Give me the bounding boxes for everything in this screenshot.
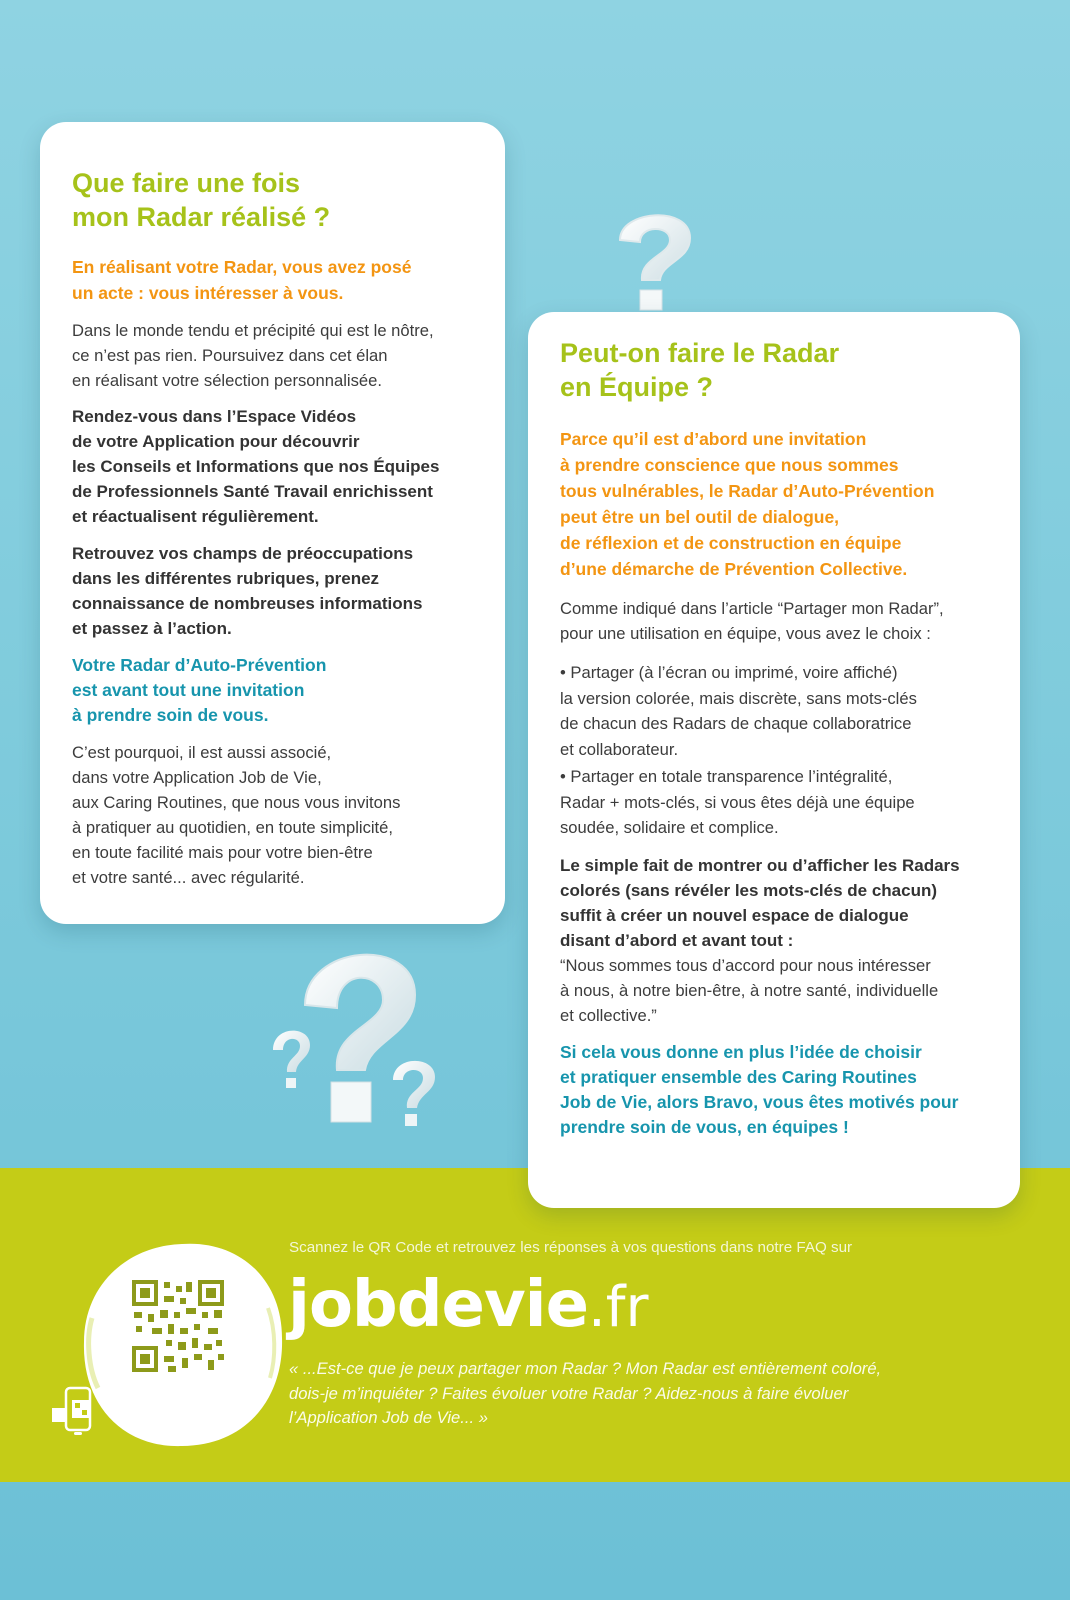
text-line: disant d’abord et avant tout : xyxy=(560,930,794,950)
text-line: de votre Application pour découvrir xyxy=(72,432,360,451)
text-line: soudée, solidaire et complice. xyxy=(560,818,779,837)
left-card-paragraph-4 xyxy=(72,740,475,890)
text-line: les Conseils et Informations que nos Équipes xyxy=(72,457,440,476)
text-line: et collaborateur. xyxy=(560,739,679,759)
text-line: et collective.” xyxy=(560,1005,657,1025)
text-line: Rendez-vous dans l’Espace Vidéos xyxy=(72,407,357,426)
text-line: la version colorée, mais discrète, sans mots-clés xyxy=(560,688,917,708)
text-line: Votre Radar d’Auto-Prévention xyxy=(72,655,327,675)
right-card-quote xyxy=(560,953,994,1028)
title-line: en Équipe ? xyxy=(560,372,714,402)
right-card-title xyxy=(560,336,994,404)
text-line: Job de Vie, alors Bravo, vous êtes motivés pour xyxy=(560,1091,959,1112)
text-line: Radar + mots-clés, si vous êtes déjà une équipe xyxy=(560,792,915,812)
site-tld: .fr xyxy=(588,1275,649,1340)
text-line: • Partager en totale transparence l’intégralité, xyxy=(560,767,893,786)
text-line: dans les différentes rubriques, prenez xyxy=(72,569,380,588)
site-name: jobdevie xyxy=(288,1268,588,1342)
title-line: Peut-on faire le Radar xyxy=(560,338,840,368)
right-card-bullet-1 xyxy=(560,660,994,762)
title-line: Que faire une fois xyxy=(72,168,301,198)
text-line: dois-je m’inquiéter ? Faites évoluer votre Radar ? Aidez-nous à faire évoluer xyxy=(289,1383,849,1403)
left-card-title xyxy=(72,166,475,234)
text-line: prendre soin de vous, en équipes ! xyxy=(560,1116,849,1137)
text-line: • Partager (à l’écran ou imprimé, voire affiché) xyxy=(560,663,898,682)
text-line: d’une démarche de Prévention Collective. xyxy=(560,559,908,579)
text-line: suffit à créer un nouvel espace de dialogue xyxy=(560,905,909,925)
text-line: est avant tout une invitation xyxy=(72,680,305,700)
text-line: Retrouvez vos champs de préoccupations xyxy=(72,544,414,563)
text-line: et passez à l’action. xyxy=(72,619,232,638)
text-line: en réalisant votre sélection personnalisée. xyxy=(72,371,382,390)
title-line: mon Radar réalisé ? xyxy=(72,202,331,232)
left-card-paragraph-3 xyxy=(72,541,475,641)
text-line: peut être un bel outil de dialogue, xyxy=(560,507,840,527)
question-mark-icon xyxy=(600,200,710,320)
left-card-paragraph-2 xyxy=(72,404,475,529)
question-mark-icon xyxy=(265,930,455,1140)
right-card-bullet-2 xyxy=(560,764,994,841)
text-line: aux Caring Routines, que nous vous invitons xyxy=(72,793,401,812)
text-line: Comme indiqué dans l’article “Partager mon Radar”, xyxy=(560,599,944,618)
card-right xyxy=(528,312,1020,1208)
text-line: et votre santé... avec régularité. xyxy=(72,868,305,887)
phone-qr-icon xyxy=(50,1386,106,1446)
text-line: en toute facilité mais pour votre bien-être xyxy=(72,843,373,862)
text-line: C’est pourquoi, il est aussi associé, xyxy=(72,743,332,762)
text-line: “Nous sommes tous d’accord pour nous intéresser xyxy=(560,955,931,975)
text-line: colorés (sans révéler les mots-clés de chacun) xyxy=(560,880,938,900)
text-line: à nous, à notre bien-être, à notre santé, individuelle xyxy=(560,980,939,1000)
text-line: connaissance de nombreuses informations xyxy=(72,594,423,613)
text-line: tous vulnérables, le Radar d’Auto-Prévention xyxy=(560,481,935,501)
right-card-highlight xyxy=(560,1040,994,1140)
right-card-lead xyxy=(560,426,994,582)
text-line: Le simple fait de montrer ou d’afficher les Radars xyxy=(560,855,960,875)
text-line: et réactualisent régulièrement. xyxy=(72,507,319,526)
text-line: Si cela vous donne en plus l’idée de choisir xyxy=(560,1041,922,1062)
left-card-paragraph-1 xyxy=(72,318,475,393)
text-line: à prendre soin de vous. xyxy=(72,705,269,725)
text-line: l’Application Job de Vie... » xyxy=(289,1408,488,1427)
text-line: à prendre conscience que nous sommes xyxy=(560,455,899,475)
text-line: à pratiquer au quotidien, en toute simplicité, xyxy=(72,818,394,837)
website-link[interactable] xyxy=(288,1270,649,1343)
qr-code-icon[interactable] xyxy=(130,1278,226,1374)
text-line: Dans le monde tendu et précipité qui est le nôtre, xyxy=(72,321,434,340)
card-left xyxy=(40,122,505,924)
text-line: un acte : vous intéresser à vous. xyxy=(72,283,344,303)
scan-instruction: Scannez le QR Code et retrouvez les réponses à vos questions dans notre FAQ sur xyxy=(289,1239,853,1256)
text-line: et pratiquer ensemble des Caring Routines xyxy=(560,1066,917,1087)
text-line: de réflexion et de construction en équipe xyxy=(560,533,902,553)
text-line: dans votre Application Job de Vie, xyxy=(72,768,322,787)
text-line: « ...Est-ce que je peux partager mon Radar ? Mon Radar est entièrement coloré, xyxy=(289,1359,882,1378)
text-line: ce n’est pas rien. Poursuivez dans cet élan xyxy=(72,346,388,365)
text-line: pour une utilisation en équipe, vous avez le choix : xyxy=(560,624,931,643)
faq-quote xyxy=(289,1357,1009,1431)
right-card-intro xyxy=(560,596,994,646)
left-card-lead xyxy=(72,254,475,306)
text-line: En réalisant votre Radar, vous avez posé xyxy=(72,257,412,277)
right-card-bold-paragraph xyxy=(560,853,994,953)
text-line: de chacun des Radars de chaque collaboratrice xyxy=(560,714,912,733)
text-line: Parce qu’il est d’abord une invitation xyxy=(560,429,867,449)
left-card-highlight xyxy=(72,653,475,728)
text-line: de Professionnels Santé Travail enrichissent xyxy=(72,482,433,501)
